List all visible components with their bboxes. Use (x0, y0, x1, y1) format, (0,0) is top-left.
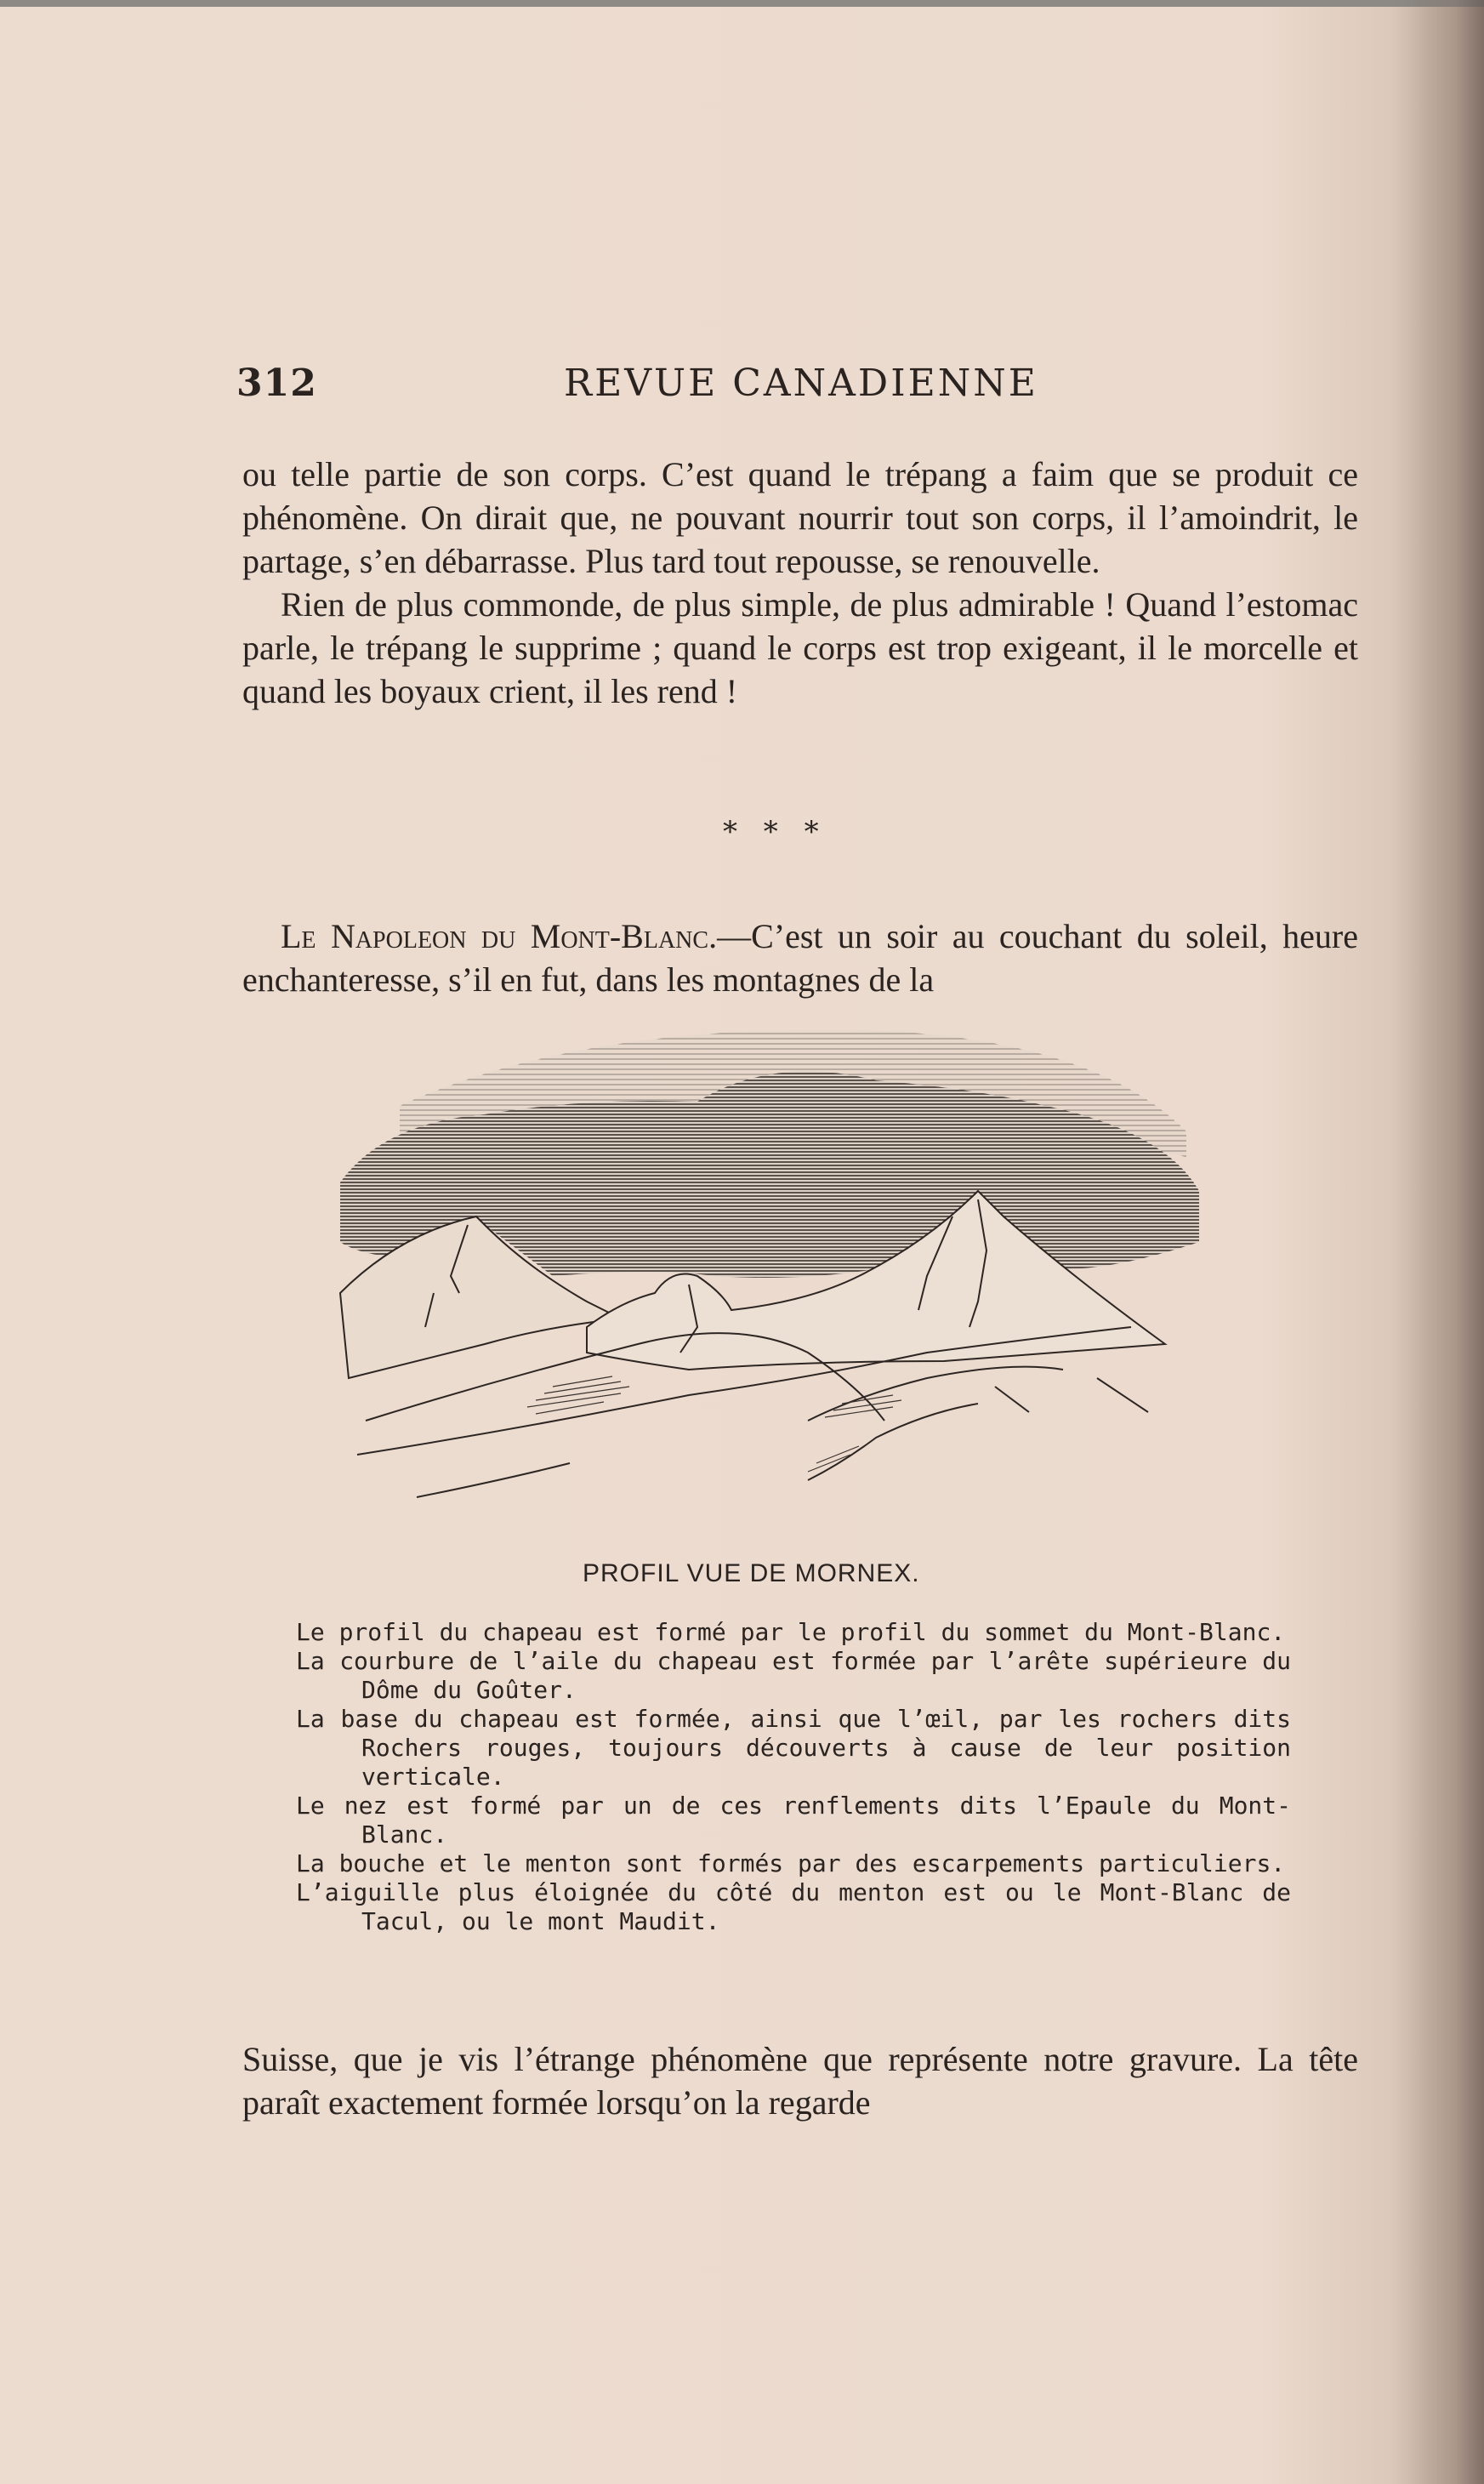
journal-title: REVUE CANADIENNE (564, 362, 1038, 405)
figure-note: La bouche et le menton sont formés par des escarpements particuliers. (296, 1849, 1286, 1877)
spine-shadow (1390, 0, 1484, 2484)
paragraph-4: Suisse, que je vis l’étrange phénomène que représente notre gravure. La tête paraît exactement formée lorsqu’on la regarde (242, 2040, 1358, 2122)
figure-note: L’aiguille plus éloignée du côté du menton est ou le Mont-Blanc de Tacul, ou le mont Maudit. (296, 1878, 1291, 1935)
top-edge-rule (0, 0, 1484, 7)
paragraph-1: ou telle partie de son corps. C’est quand le trépang a faim que se produit ce phénomène. On dirait que, ne pouvant nourrir tout son corps, il l’amoindrit, le partage, s’en débarrasse. Plus tard tout repousse, se renouvelle. (242, 455, 1358, 580)
figure-notes (296, 1618, 1291, 1936)
running-head (236, 362, 1367, 413)
page-number: 312 (236, 362, 317, 405)
figure-note: La courbure de l’aile du chapeau est formée par l’arête supérieure du Dôme du Goûter. (296, 1647, 1291, 1704)
section-body: —C’est un soir au couchant du soleil, heure enchanteresse, s’il en fut, dans les montagnes de la (242, 917, 1358, 999)
section-lead: Le Napoleon du Mont-Blanc. (281, 917, 718, 955)
figure-caption: PROFIL VUE DE MORNEX. (583, 1559, 920, 1587)
paragraph-2: Rien de plus commonde, de plus simple, de plus admirable ! Quand l’estomac parle, le trépang le supprime ; quand le corps est trop exigeant, il le morcelle et quand les boyaux crient, il les rend ! (242, 585, 1358, 710)
closing-text (242, 2037, 1358, 2124)
figure-note: Le profil du chapeau est formé par le profil du sommet du Mont-Blanc. (296, 1618, 1286, 1646)
figure-note: Le nez est formé par un de ces renflements dits l’Epaule du Mont-Blanc. (296, 1792, 1291, 1849)
napoleon-intro (242, 914, 1358, 1001)
section-asterism: * * * (723, 815, 827, 849)
figure-note: La base du chapeau est formée, ainsi que l’œil, par les rochers dits Rochers rouges, toujours découverts à cause de leur position verticale. (296, 1705, 1291, 1791)
mont-blanc-engraving (332, 1021, 1259, 1557)
opening-text (242, 453, 1358, 713)
